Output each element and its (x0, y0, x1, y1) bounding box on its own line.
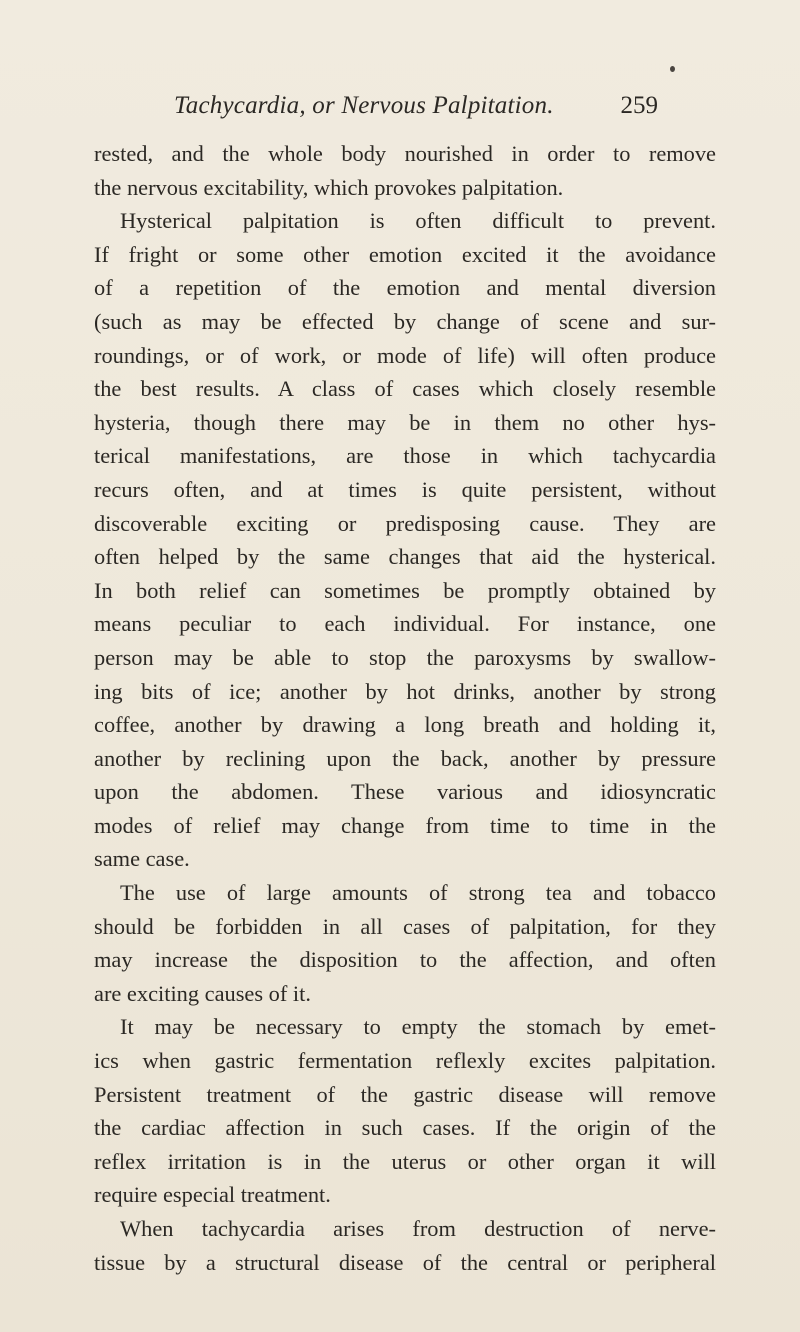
text-line: If fright or some other emotion excited it the avoidance (94, 241, 716, 267)
text-line: (such as may be effected by change of scene and sur- (94, 308, 716, 334)
text-line: rested, and the whole body nourished in order to remove (94, 141, 716, 166)
text-line: should be forbidden in all cases of palpitation, for they (94, 913, 716, 939)
text-line: ics when gastric fermentation reflexly excites palpitation. (94, 1048, 716, 1074)
text-line: Persistent treatment of the gastric disease will remove (94, 1081, 716, 1107)
text-line: Hysterical palpitation is often difficult to prevent. (120, 208, 716, 234)
text-line: It may be necessary to empty the stomach by emet- (120, 1014, 716, 1040)
text-line: roundings, or of work, or mode of life) will often produce (94, 342, 716, 368)
ink-speck (670, 66, 675, 72)
text-line: coffee, another by drawing a long breath and holding it, (94, 712, 716, 738)
text-line: means peculiar to each individual. For instance, one (94, 611, 716, 637)
text-line: of a repetition of the emotion and mental diversion (94, 275, 716, 301)
text-line: The use of large amounts of strong tea and tobacco (120, 880, 716, 906)
text-line: When tachycardia arises from destruction of nerve- (120, 1216, 716, 1241)
text-line: person may be able to stop the paroxysms by swallow- (94, 644, 716, 670)
text-line: modes of relief may change from time to time in the (94, 812, 716, 838)
text-line: upon the abdomen. These various and idiosyncratic (94, 779, 716, 805)
text-line: terical manifestations, are those in which tachycardia (94, 443, 716, 469)
text-line: the nervous excitability, which provokes palpitation. (94, 174, 564, 200)
text-line: are exciting causes of it. (94, 980, 311, 1006)
text-line: require especial treatment. (94, 1182, 331, 1208)
text-line: discoverable exciting or predisposing cause. They are (94, 510, 716, 536)
running-head (174, 92, 658, 126)
text-line: recurs often, and at times is quite persistent, without (94, 476, 716, 502)
page-number: 259 (620, 92, 658, 119)
body-text (94, 137, 716, 1279)
text-line: reflex irritation is in the uterus or other organ it will (94, 1148, 716, 1174)
text-line: ing bits of ice; another by hot drinks, another by strong (94, 678, 716, 704)
running-title: Tachycardia, or Nervous Palpitation. (174, 92, 554, 119)
text-line: the best results. A class of cases which closely resemble (94, 376, 716, 402)
text-line: another by reclining upon the back, another by pressure (94, 745, 716, 771)
text-line: hysteria, though there may be in them no other hys- (94, 409, 716, 435)
text-line: may increase the disposition to the affection, and often (94, 947, 716, 973)
text-line: often helped by the same changes that aid the hysterical. (94, 544, 716, 570)
text-line: In both relief can sometimes be promptly obtained by (94, 577, 716, 603)
text-line: same case. (94, 846, 190, 872)
text-line: the cardiac affection in such cases. If the origin of the (94, 1115, 716, 1141)
text-line: tissue by a structural disease of the central or peripheral (94, 1249, 716, 1275)
